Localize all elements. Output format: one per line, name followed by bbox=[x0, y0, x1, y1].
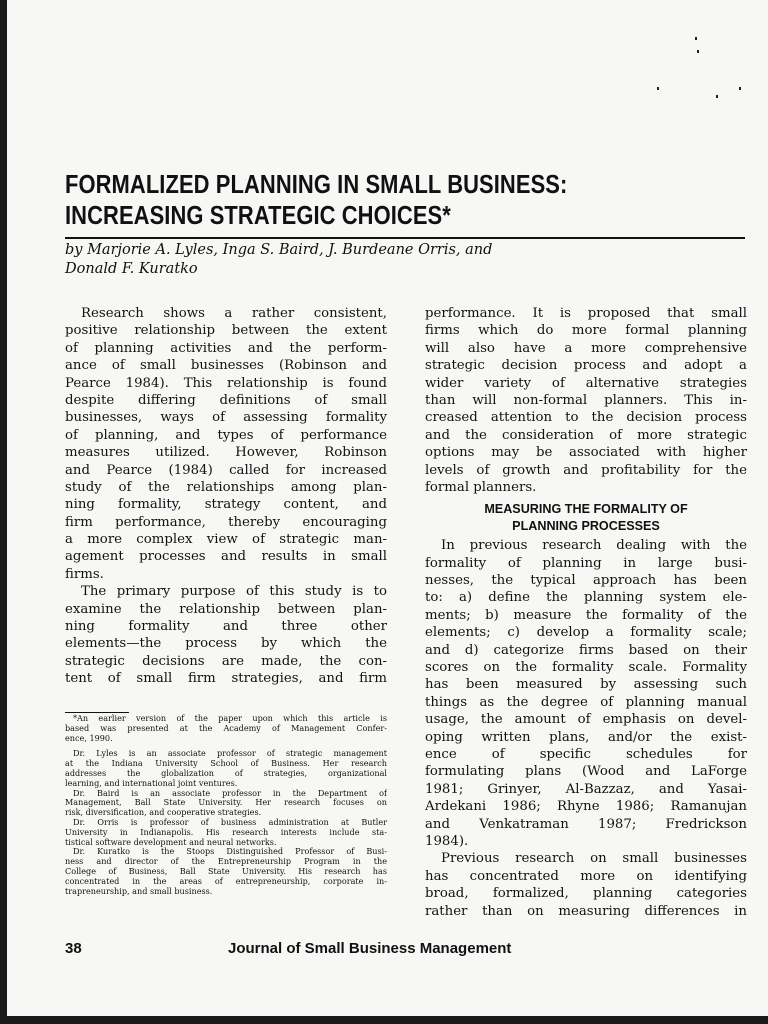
body-line: firms. bbox=[65, 566, 104, 582]
body-line: broad, formalized, planning categories bbox=[425, 886, 747, 902]
footnote-line: at the Indiana University School of Business. Her research bbox=[65, 759, 387, 769]
body-line: firm performance, thereby encouraging bbox=[65, 514, 387, 530]
body-line: formal planners. bbox=[425, 479, 537, 495]
title-rule bbox=[65, 237, 745, 239]
body-line: has concentrated more on identifying bbox=[425, 868, 747, 884]
body-line: elements—the process by which the bbox=[65, 636, 387, 652]
body-line: agement processes and results in small bbox=[65, 549, 387, 565]
footnote-line: Dr. Lyles is an associate professor of strategic management bbox=[73, 749, 387, 759]
footnote-line: College of Business, Ball State University. His research has bbox=[65, 866, 387, 876]
body-line: than will non-formal planners. This in- bbox=[425, 392, 747, 408]
scan-border-left bbox=[0, 0, 7, 1024]
article-title bbox=[65, 170, 658, 232]
body-line: ence of specific schedules for bbox=[425, 746, 747, 762]
body-line: scores on the formality scale. Formality bbox=[425, 660, 747, 676]
right-column bbox=[425, 305, 747, 920]
body-line: things as the degree of planning manual bbox=[425, 694, 747, 710]
title-line: INCREASING STRATEGIC CHOICES* bbox=[65, 202, 451, 230]
title-line: FORMALIZED PLANNING IN SMALL BUSINESS: bbox=[65, 171, 568, 199]
body-line: creased attention to the decision process bbox=[425, 410, 747, 426]
body-line: businesses, ways of assessing formality bbox=[65, 410, 387, 426]
footnote-line: ness and director of the Entrepreneurship Program in the bbox=[65, 857, 387, 867]
body-line: examine the relationship between plan- bbox=[65, 601, 387, 617]
author-line: Donald F. Kuratko bbox=[65, 261, 198, 277]
section-heading: PLANNING PROCESSES bbox=[512, 519, 660, 534]
body-line: ning formality and three other bbox=[65, 619, 387, 635]
body-line: tent of small firm strategies, and firm bbox=[65, 671, 387, 687]
body-line: will also have a more comprehensive bbox=[425, 340, 747, 356]
body-line: positive relationship between the extent bbox=[65, 323, 387, 339]
body-line: wider variety of alternative strategies bbox=[425, 375, 747, 391]
body-line: rather than on measuring differences in bbox=[425, 903, 747, 919]
section-heading: MEASURING THE FORMALITY OF bbox=[484, 502, 688, 517]
scan-speck bbox=[716, 95, 718, 98]
body-line: strategic decisions are made, the con- bbox=[65, 653, 387, 669]
footnote-line: Dr. Baird is an associate professor in the Department of bbox=[73, 788, 387, 798]
body-line: of planning activities and the perform- bbox=[65, 340, 387, 356]
footnote-line: Management, Ball State University. Her research focuses on bbox=[65, 798, 387, 808]
body-line: Previous research on small businesses bbox=[441, 851, 747, 867]
footnote-line: University in Indianapolis. His research interests include sta- bbox=[65, 827, 387, 837]
body-line: despite differing definitions of small bbox=[65, 392, 387, 408]
body-line: usage, the amount of emphasis on devel- bbox=[425, 712, 747, 728]
footnote-line: *An earlier version of the paper upon which this article is bbox=[73, 714, 387, 723]
body-line: Pearce 1984). This relationship is found bbox=[65, 375, 387, 391]
footnote-line: learning, and international joint ventures. bbox=[65, 778, 238, 788]
body-line: and the consideration of more strategic bbox=[425, 427, 747, 443]
body-line: has been measured by assessing such bbox=[425, 677, 747, 693]
footnote-line: Dr. Kuratko is the Stoops Distinguished Professor of Busi- bbox=[73, 847, 387, 857]
body-line: to: a) define the planning system ele- bbox=[425, 590, 747, 606]
body-line: options may be associated with higher bbox=[425, 445, 747, 461]
scan-border-bottom bbox=[0, 1016, 768, 1024]
body-line: 1981; Grinyer, Al-Bazzaz, and Yasai- bbox=[425, 781, 747, 797]
scan-speck bbox=[697, 50, 699, 53]
body-line: nesses, the typical approach has been bbox=[425, 573, 747, 589]
body-line: study of the relationships among plan- bbox=[65, 479, 387, 495]
body-line: The primary purpose of this study is to bbox=[81, 584, 387, 600]
body-line: and Pearce (1984) called for increased bbox=[65, 462, 387, 478]
footnote-line: trapreneurship, and small business. bbox=[65, 886, 213, 896]
body-line: measures utilized. However, Robinson bbox=[65, 445, 387, 461]
body-line: Research shows a rather consistent, bbox=[81, 306, 387, 321]
body-line: ance of small businesses (Robinson and bbox=[65, 358, 387, 374]
footnote-line: risk, diversification, and cooperative strategies. bbox=[65, 808, 262, 818]
body-line: a more complex view of strategic man- bbox=[65, 532, 387, 548]
body-line: of planning, and types of performance bbox=[65, 427, 387, 443]
body-line: 1984). bbox=[425, 833, 469, 849]
footnotes bbox=[65, 714, 387, 896]
footnote-line: concentrated in the areas of entrepreneurship, corporate in- bbox=[65, 876, 387, 886]
left-column bbox=[65, 305, 387, 688]
body-line: performance. It is proposed that small bbox=[425, 306, 747, 321]
author-byline bbox=[65, 241, 745, 279]
body-line: ning formality, strategy content, and bbox=[65, 497, 387, 513]
scan-speck bbox=[695, 37, 697, 40]
scan-speck bbox=[739, 87, 741, 90]
body-line: Ardekani 1986; Rhyne 1986; Ramanujan bbox=[425, 799, 747, 815]
footnote-line: addresses the globalization of strategies, organizational bbox=[65, 768, 387, 778]
footnote-rule bbox=[65, 712, 129, 713]
body-line: and d) categorize firms based on their bbox=[425, 642, 747, 658]
footnote-line: ence, 1990. bbox=[65, 733, 113, 743]
footnote-line: Dr. Orris is professor of business administration at Butler bbox=[73, 817, 387, 827]
journal-name: Journal of Small Business Management bbox=[228, 940, 512, 957]
body-line: oping written plans, and/or the exist- bbox=[425, 729, 747, 745]
body-line: formulating plans (Wood and LaForge bbox=[425, 764, 747, 780]
footnote-line: tistical software development and neural networks. bbox=[65, 837, 277, 847]
page-number: 38 bbox=[65, 940, 82, 957]
footnote-line: based was presented at the Academy of Management Confer- bbox=[65, 723, 387, 733]
body-line: elements; c) develop a formality scale; bbox=[425, 625, 747, 641]
body-line: formality of planning in large busi- bbox=[425, 555, 747, 571]
author-line: by Marjorie A. Lyles, Inga S. Baird, J. Burdeane Orris, and bbox=[65, 242, 493, 258]
body-line: strategic decision process and adopt a bbox=[425, 358, 747, 374]
scan-speck bbox=[657, 87, 659, 90]
body-line: and Venkatraman 1987; Fredrickson bbox=[425, 816, 747, 832]
body-line: ments; b) measure the formality of the bbox=[425, 607, 747, 623]
body-line: levels of growth and profitability for the bbox=[425, 462, 747, 478]
body-line: In previous research dealing with the bbox=[441, 538, 747, 554]
body-line: firms which do more formal planning bbox=[425, 323, 747, 339]
